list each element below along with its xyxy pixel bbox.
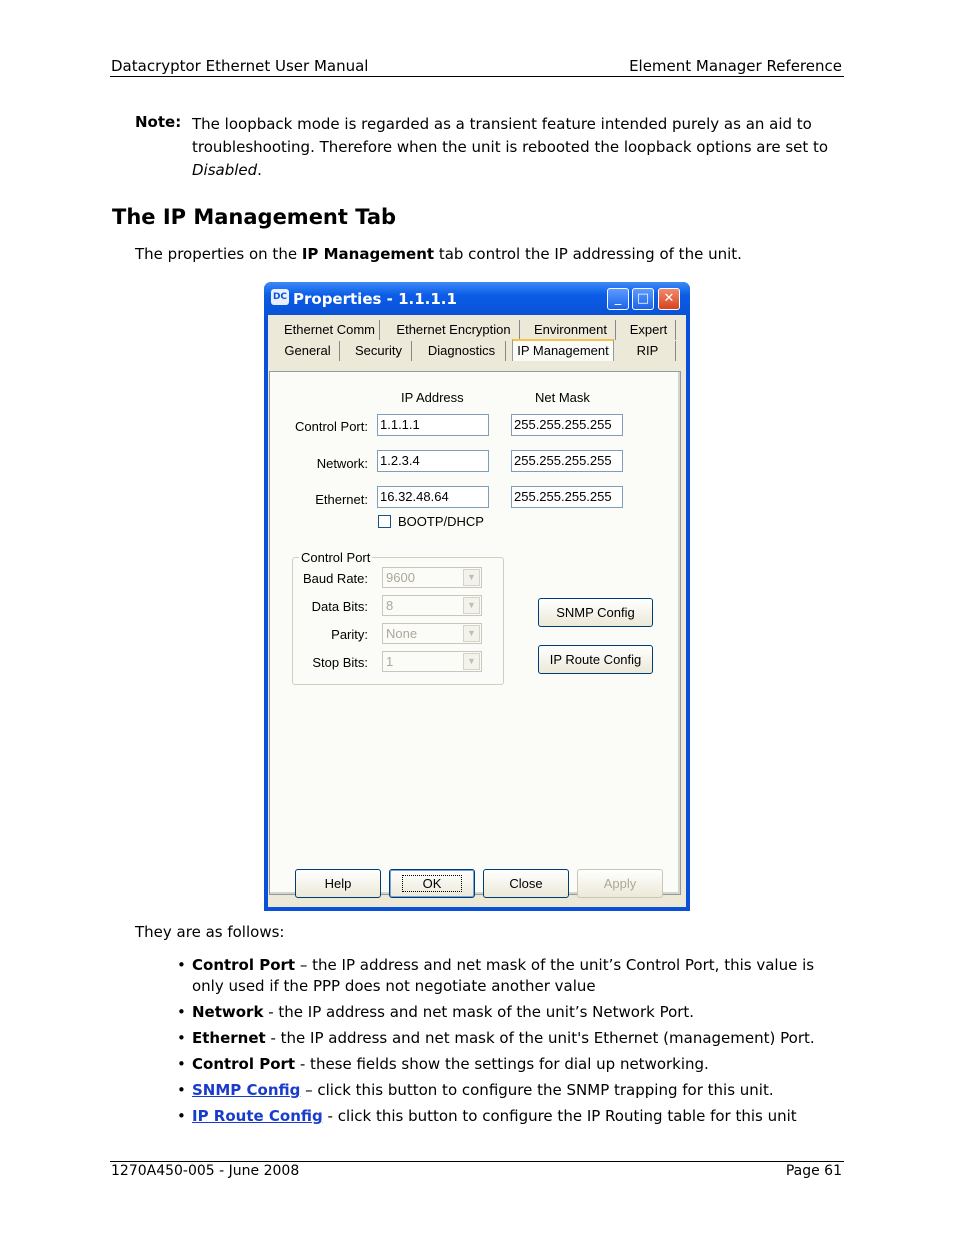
dialog-client	[268, 315, 686, 907]
maximize-icon: □	[636, 291, 650, 306]
parity-label: Parity:	[331, 627, 368, 642]
tab-environment[interactable]: Environment	[526, 320, 616, 340]
field-descriptions-list	[172, 955, 842, 1132]
intro-text-end: tab control the IP addressing of the unit.	[434, 245, 742, 263]
bullet-text: – click this button to configure the SNMP trapping for this unit.	[300, 1081, 774, 1099]
maximize-button[interactable]	[632, 288, 654, 310]
note-text-body: The loopback mode is regarded as a transient feature intended purely as an aid to troubleshooting. Therefore when the unit is rebooted the loopback options are set to	[192, 115, 829, 156]
bullet-term: Control Port	[192, 956, 296, 974]
baud-rate-label: Baud Rate:	[302, 571, 368, 586]
tab-ethernet-encryption[interactable]: Ethernet Encryption	[388, 320, 520, 340]
list-item	[172, 1106, 842, 1127]
bootp-dhcp-checkbox[interactable]	[378, 515, 391, 528]
note-label: Note:	[135, 113, 182, 131]
bullet-text: - click this button to configure the IP Routing table for this unit	[322, 1107, 797, 1125]
ethernet-label: Ethernet:	[315, 492, 368, 507]
list-item	[172, 955, 842, 997]
close-icon: ✕	[663, 291, 675, 306]
snmp-config-link[interactable]: SNMP Config	[192, 1081, 301, 1099]
bullet-icon: •	[177, 1003, 186, 1021]
list-item	[172, 1028, 842, 1049]
help-button[interactable]: Help	[295, 869, 381, 898]
bullet-text: - the IP address and net mask of the unit’s Network Port.	[263, 1003, 695, 1021]
network-mask-field[interactable]: 255.255.255.255	[511, 450, 623, 472]
control-port-group-title: Control Port	[301, 550, 371, 565]
bootp-dhcp-label: BOOTP/DHCP	[398, 514, 484, 529]
parity-value: None	[386, 626, 418, 641]
page-number: Page 61	[785, 1163, 842, 1179]
bullet-icon: •	[177, 1081, 186, 1099]
ip-management-panel	[269, 371, 681, 895]
baud-rate-select[interactable]	[382, 567, 482, 588]
stop-bits-label: Stop Bits:	[312, 655, 368, 670]
data-bits-label: Data Bits:	[311, 599, 368, 614]
app-icon: DC	[271, 289, 289, 305]
list-item	[172, 1080, 842, 1101]
bullet-text: - the IP address and net mask of the unit's Ethernet (management) Port.	[265, 1029, 815, 1047]
stop-bits-value: 1	[386, 654, 394, 669]
bullet-icon: •	[177, 956, 186, 974]
parity-select[interactable]	[382, 623, 482, 644]
minimize-icon: _	[614, 291, 622, 306]
control-port-ip-field[interactable]: 1.1.1.1	[377, 414, 489, 436]
chevron-down-icon: ▼	[463, 653, 480, 670]
close-window-button[interactable]	[658, 288, 680, 310]
chevron-down-icon: ▼	[463, 569, 480, 586]
tab-diagnostics[interactable]: Diagnostics	[418, 341, 506, 361]
as-follows-text: They are as follows:	[135, 923, 285, 941]
control-port-mask-field[interactable]: 255.255.255.255	[511, 414, 623, 436]
tab-security[interactable]: Security	[346, 341, 412, 361]
ok-button[interactable]	[389, 869, 475, 898]
control-port-label: Control Port:	[295, 419, 368, 434]
close-button[interactable]: Close	[483, 869, 569, 898]
chevron-down-icon: ▼	[463, 625, 480, 642]
stop-bits-select[interactable]	[382, 651, 482, 672]
chevron-down-icon: ▼	[463, 597, 480, 614]
note-text	[192, 113, 832, 182]
document-id: 1270A450-005 - June 2008	[111, 1163, 300, 1179]
tab-ethernet-comm[interactable]: Ethernet Comm	[280, 320, 380, 340]
net-mask-column-header: Net Mask	[535, 390, 590, 405]
note-emphasis: Disabled	[192, 161, 258, 179]
ip-route-config-link[interactable]: IP Route Config	[192, 1107, 323, 1125]
ok-button-label: OK	[402, 875, 463, 892]
tab-ip-management[interactable]: IP Management	[512, 339, 614, 361]
bullet-icon: •	[177, 1055, 186, 1073]
data-bits-select[interactable]	[382, 595, 482, 616]
list-item	[172, 1002, 842, 1023]
page-header-section: Element Manager Reference	[629, 57, 842, 75]
section-intro	[135, 245, 742, 263]
ip-route-config-button[interactable]: IP Route Config	[538, 645, 653, 674]
minimize-button[interactable]	[607, 288, 629, 310]
footer-divider	[110, 1161, 844, 1162]
baud-rate-value: 9600	[386, 570, 415, 585]
ip-address-column-header: IP Address	[401, 390, 464, 405]
bullet-term: Network	[192, 1003, 264, 1021]
bullet-term: Ethernet	[192, 1029, 266, 1047]
bullet-text: – the IP address and net mask of the unit’s Control Port, this value is only used if the PPP does not negotiate another value	[192, 956, 815, 995]
data-bits-value: 8	[386, 598, 394, 613]
bullet-icon: •	[177, 1029, 186, 1047]
bullet-term: Control Port	[192, 1055, 296, 1073]
bullet-icon: •	[177, 1107, 186, 1125]
intro-text: The properties on the	[135, 245, 302, 263]
tab-expert[interactable]: Expert	[622, 320, 676, 340]
note-text-end: .	[257, 161, 262, 179]
tab-rip[interactable]: RIP	[620, 341, 676, 361]
network-ip-field[interactable]: 1.2.3.4	[377, 450, 489, 472]
tab-general[interactable]: General	[276, 341, 340, 361]
network-label: Network:	[316, 456, 368, 471]
ethernet-mask-field[interactable]: 255.255.255.255	[511, 486, 623, 508]
snmp-config-button[interactable]: SNMP Config	[538, 598, 653, 627]
ethernet-ip-field[interactable]: 16.32.48.64	[377, 486, 489, 508]
page-header-title: Datacryptor Ethernet User Manual	[111, 57, 369, 75]
apply-button[interactable]: Apply	[577, 869, 663, 898]
bullet-text: - these fields show the settings for dial up networking.	[295, 1055, 709, 1073]
list-item	[172, 1054, 842, 1075]
properties-dialog	[264, 282, 690, 911]
dialog-title: Properties - 1.1.1.1	[293, 290, 457, 308]
intro-bold: IP Management	[301, 245, 435, 263]
dialog-titlebar[interactable]	[264, 282, 690, 315]
header-divider	[110, 76, 844, 77]
section-title: The IP Management Tab	[112, 205, 397, 229]
